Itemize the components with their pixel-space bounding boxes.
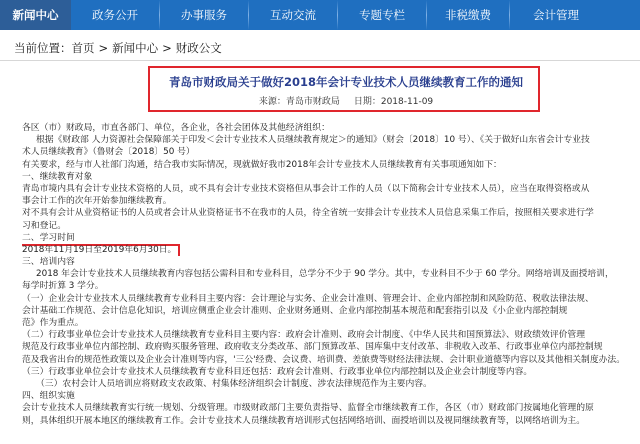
body-line: 有关要求，经与市人社部门沟通，结合我市实际情况，现就做好我市2018年会计专业技术人员继续教育有关事项通知如下： [22, 159, 502, 170]
article-date: 2018-11-09 [380, 97, 434, 107]
body-line: （一）企业会计专业技术人员继续教育专业科目主要内容：会计理论与实务、企业会计准则、管理会计、企业内部控制和风险防范、税收法律法规、 [22, 293, 594, 304]
body-line: 青岛市境内具有会计专业技术资格的人员，或不具有会计专业技术资格但从事会计工作的人员（以下简称会计专业技术人员），应当在取得资格或从 [22, 183, 590, 194]
body-line: 各区（市）财政局，市直各部门、单位，各企业，各社会团体及其他经济组织： [22, 123, 330, 133]
nav-tab-non-tax-payment[interactable]: 非税缴费 [445, 8, 491, 22]
top-nav-bar [0, 0, 640, 30]
body-line: 根据《财政部 人力资源社会保障部关于印发＜会计专业技术人员继续教育规定＞的通知》（财会〔2018〕10 号）、《关于做好山东省会计专业技 [36, 135, 590, 146]
body-line: （三）农村会计人员培训应将财政支农政策、村集体经济组织会计制度、涉农法律规范作为主要内容。 [36, 378, 432, 389]
body-line: （三）行政事业单位会计专业技术人员继续教育专业科目还包括：政府会计准则、行政事业单位内部控制以及企业会计制度等内容。 [22, 366, 533, 377]
nav-tab-accounting-management[interactable]: 会计管理 [533, 8, 579, 22]
nav-tab-services[interactable]: 办事服务 [181, 8, 227, 22]
article-title: 青岛市财政局关于做好2018年会计专业技术人员继续教育工作的通知 [168, 75, 523, 89]
body-line: 会计专业技术人员继续教育实行统一规划、分级管理。市级财政部门主要负责指导、监督全市继续教育工作，各区（市）财政部门按属地化管理的原 [22, 403, 594, 414]
body-line: 范及我省出台的规范性政策以及企业会计准则等内容，'三公'经费、会议费、培训费、差旅费等财经法律法规、会计职业道德等内容以及其他相关制度办法。 [22, 354, 626, 365]
nav-tab-government-affairs[interactable]: 政务公开 [92, 8, 138, 22]
section-heading: 一、继续教育对象 [22, 171, 93, 182]
article-body [22, 122, 628, 427]
article-meta [150, 94, 542, 107]
breadcrumb-current[interactable]: 财政公文 [175, 41, 222, 55]
body-line: （二）行政事业单位会计专业技术人员继续教育专业科目主要内容：政府会计准则、政府会计制度、《中华人民共和国预算法》、财政绩效评价管理 [22, 330, 586, 341]
body-line: 会计基础工作规范、会计信息化知识，培训应侧重企业会计准则、企业财务通则、企业内部控制基本规范和配套指引以及《小企业内部控制规 [22, 305, 568, 316]
body-line: 规范及行政事业单位内部控制、政府购买服务管理、政府收支分类改革、部门预算改革、国库集中支付改革、非税收入改革、行政事业单位内部控制规 [22, 342, 603, 353]
body-line: 习和登记。 [22, 220, 66, 231]
breadcrumb-separator: > [162, 41, 172, 55]
nav-tab-interaction[interactable]: 互动交流 [270, 8, 316, 22]
date-label: 日期： [353, 97, 381, 107]
breadcrumb [0, 38, 640, 58]
body-line: 术人员继续教育》（鲁财会〔2018〕50 号） [22, 147, 195, 158]
breadcrumb-separator: > [98, 41, 109, 55]
body-line: 每学时折算 3 学分。 [22, 281, 104, 292]
body-line: 2018 年会计专业技术人员继续教育内容包括公需科目和专业科目，总学分不少于 90 学分。其中，专业科目不少于 60 学分。网络培训及面授培训， [36, 269, 614, 280]
section-heading: 三、培训内容 [22, 257, 75, 268]
study-period-highlight: 2018年11月19日至2019年6月30日。 [22, 244, 180, 256]
body-line: 事会计工作的次年开始参加继续教育。 [22, 196, 172, 207]
nav-tab-special-topics[interactable]: 专题专栏 [359, 8, 405, 22]
article-header-highlight [148, 66, 540, 112]
nav-tab-news-center[interactable]: 新闻中心 [0, 0, 71, 30]
section-heading: 二、学习时间 [22, 232, 75, 243]
body-line: 范》作为重点。 [22, 318, 84, 328]
breadcrumb-prefix: 当前位置： [14, 41, 72, 55]
source-label: 来源： [258, 97, 286, 107]
breadcrumb-news-link[interactable]: 新闻中心 [112, 41, 159, 55]
body-line: 对不具有会计从业资格证书的人员或者会计从业资格证书不在我市的人员，待全省统一安排会计专业技术人员信息采集工作后，按照相关要求进行学 [22, 208, 594, 219]
study-period-line [22, 244, 628, 256]
section-heading: 四、组织实施 [22, 391, 75, 402]
breadcrumb-home-link[interactable]: 首页 [71, 41, 95, 55]
body-line: 则，具体组织开展本地区的继续教育工作。会计专业技术人员继续教育培训形式包括网络培训、面授培训以及视同继续教育等，以网络培训为主。 [22, 415, 586, 426]
article-source: 青岛市财政局 [285, 97, 340, 107]
breadcrumb-divider [0, 60, 640, 61]
